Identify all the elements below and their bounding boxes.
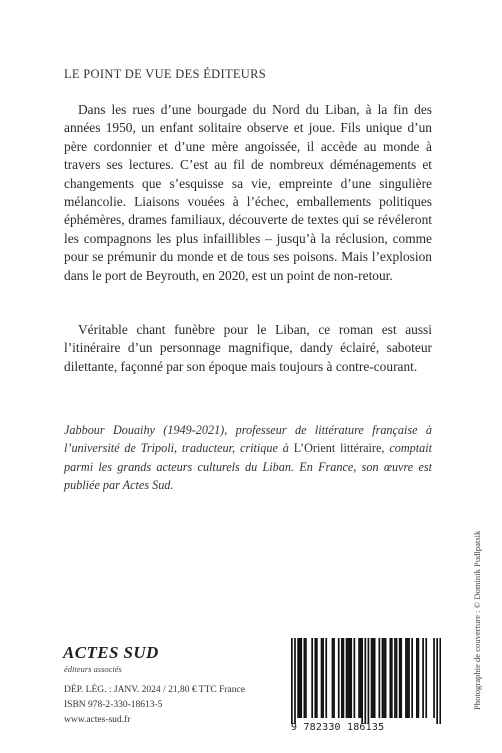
barcode-bar — [364, 638, 366, 724]
barcode-bar — [349, 638, 351, 718]
barcode-digits: 9 782330 186135 — [291, 722, 385, 733]
barcode-bar — [408, 638, 410, 718]
photo-credit: Photographie de couverture : © Dominik Pudlpatsik — [472, 530, 482, 710]
barcode-bar — [372, 638, 374, 718]
summary-text: Dans les rues d’une bourgade du Nord du Liban, à la fin des années 1950, un enfant solitaire observe et joue. Fils unique d’un père cordonnier et d’une mère angoissée, il accède au monde à travers ses lectures. C’est au fil de nombreux déménagements et changements que s’esquisse sa vie, empreinte d’une singulière mélancolie. Liaisons vouées à l’échec, emballements politiques éphémères, drames familiaux, découverte de textes qui se révéleront les compagnons les plus infaillibles – jusqu’à la réclusion, comme pour se prémunir du monde et de tous ses poisons. Mais l’explosion dans le port de Beyrouth, en 2020, est un point de non-retour. — [64, 102, 432, 283]
barcode-bar — [343, 638, 345, 718]
barcode-bar — [360, 638, 362, 718]
author-bio-magazine: L’Orient littéraire — [293, 441, 382, 456]
barcode-bar — [338, 638, 340, 718]
section-heading: LE POINT DE VUE DES ÉDITEURS — [64, 67, 267, 81]
barcode-bar — [394, 638, 396, 718]
barcode-bar — [391, 638, 393, 718]
barcode-bar — [354, 638, 356, 718]
isbn: ISBN 978-2-330-18613-5 — [64, 700, 163, 710]
summary-text-2: Véritable chant funèbre pour le Liban, ce roman est aussi l’itinéraire d’un personnage magnifique, dandy éclairé, saboteur dilettante, façonné par son époque mais toujours à contre-courant. — [64, 322, 432, 374]
barcode-bar — [322, 638, 324, 718]
barcode-bar — [300, 638, 302, 718]
barcode-graphic — [291, 638, 441, 724]
barcode-bar — [304, 638, 306, 718]
barcode-bar — [305, 638, 307, 718]
barcode-bar — [332, 638, 334, 718]
barcode-bar — [294, 638, 296, 724]
barcode-bar — [407, 638, 409, 718]
barcode-bar — [374, 638, 376, 718]
barcode — [291, 638, 441, 724]
barcode-bar — [416, 638, 418, 718]
barcode-bar — [350, 638, 352, 718]
barcode-bar — [382, 638, 384, 718]
barcode-bar — [379, 638, 381, 718]
author-bio-part1: Jabbour Douaihy (1949-2021), professeur de littérature française à l’université de Tripoli, traducteur, critique à — [64, 423, 432, 456]
barcode-bar — [333, 638, 335, 718]
barcode-bar — [316, 638, 318, 718]
barcode-bar — [291, 638, 293, 724]
barcode-bar — [396, 638, 398, 718]
barcode-bar — [433, 638, 435, 718]
barcode-bar — [346, 638, 348, 718]
barcode-bar — [341, 638, 343, 718]
barcode-bar — [411, 638, 413, 718]
barcode-bar — [314, 638, 316, 718]
barcode-bar — [436, 638, 438, 724]
author-bio-part2: , comptait parmi les grands acteurs culturels du Liban. En France, son œuvre est publiée par Actes Sud. — [64, 441, 432, 492]
barcode-bar — [439, 638, 441, 724]
barcode-bar — [325, 638, 327, 718]
barcode-bar — [321, 638, 323, 718]
barcode-bar — [385, 638, 387, 718]
summary-paragraph-2 — [64, 321, 432, 376]
barcode-bar — [368, 638, 370, 724]
barcode-bar — [422, 638, 424, 718]
barcode-bar — [400, 638, 402, 718]
barcode-bar — [399, 638, 401, 718]
barcode-bar — [405, 638, 407, 718]
barcode-bar — [383, 638, 385, 718]
barcode-bar — [297, 638, 299, 718]
author-bio — [64, 421, 432, 494]
publisher-logo: ACTES SUD — [63, 643, 159, 662]
website: www.actes-sud.fr — [64, 715, 131, 725]
barcode-bar — [299, 638, 301, 718]
barcode-bar — [361, 638, 363, 724]
barcode-bar — [425, 638, 427, 718]
publisher-subtitle: éditeurs associés — [64, 664, 122, 674]
barcode-bar — [347, 638, 349, 718]
barcode-bar — [371, 638, 373, 718]
barcode-bar — [358, 638, 360, 718]
summary-paragraph — [64, 101, 432, 285]
barcode-bar — [418, 638, 420, 718]
barcode-bar — [311, 638, 313, 718]
legal-deposit: DÉP. LÉG. : JANV. 2024 / 21,80 € TTC France — [64, 685, 245, 695]
barcode-bar — [389, 638, 391, 718]
